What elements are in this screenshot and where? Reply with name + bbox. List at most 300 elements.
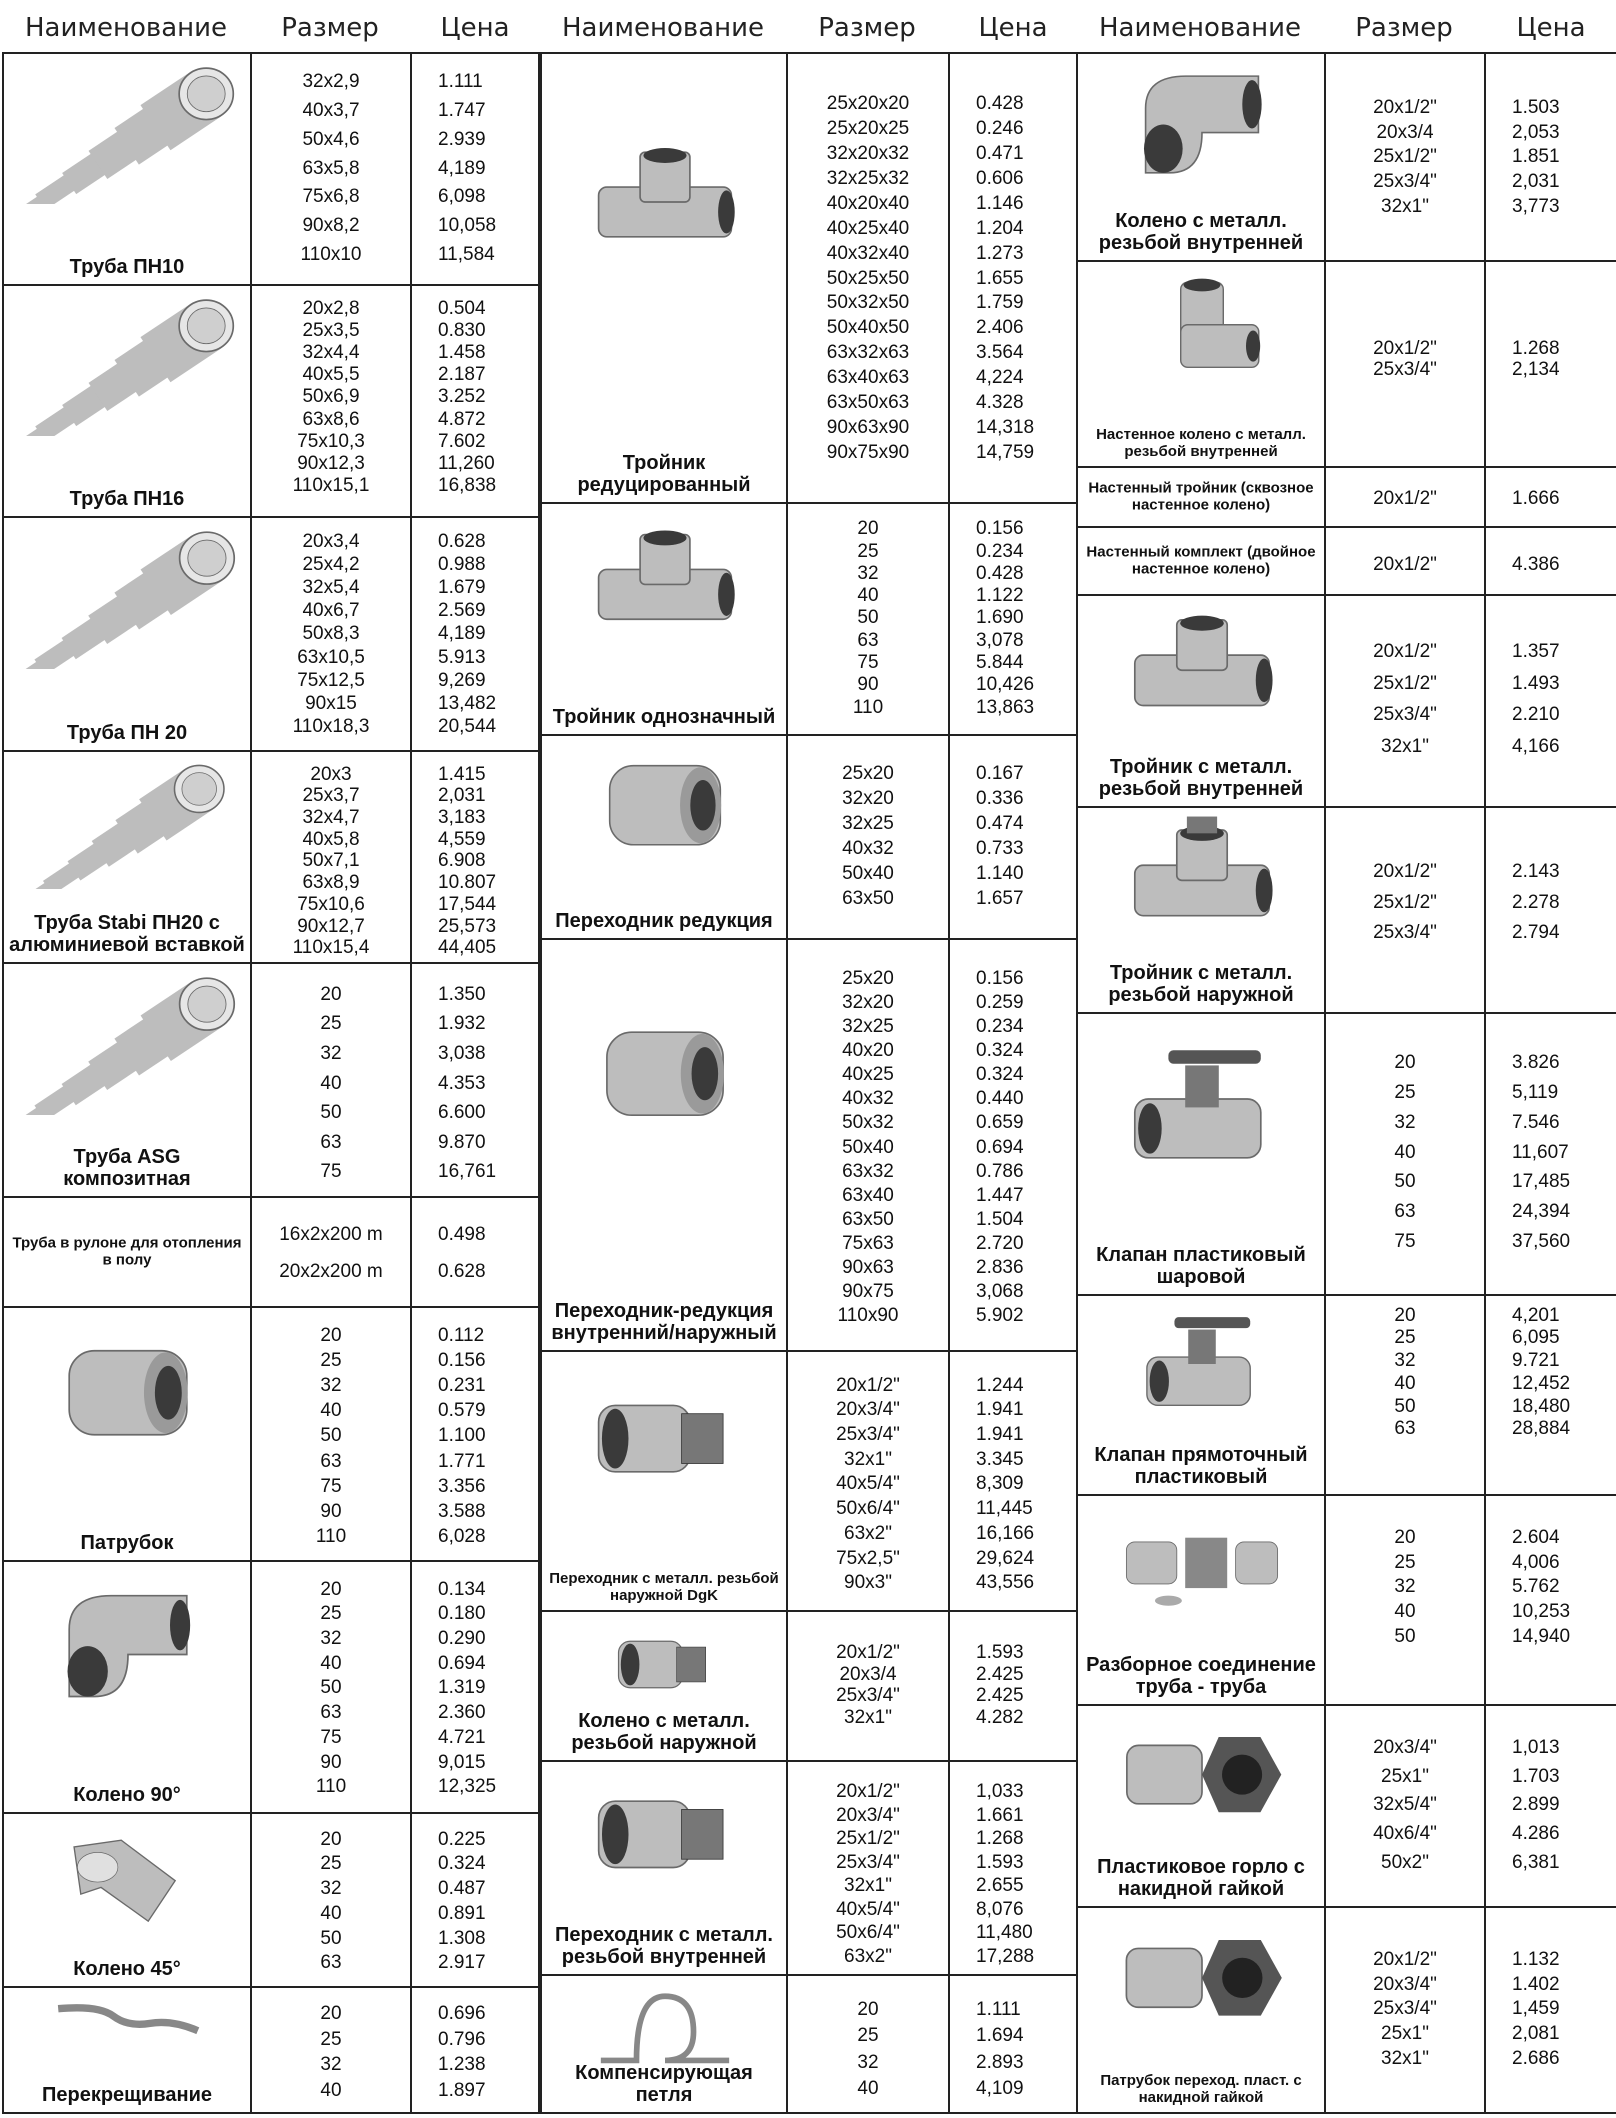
price-value-list bbox=[1486, 1522, 1616, 1652]
price-value-list bbox=[412, 528, 542, 740]
price-value-list bbox=[1486, 1944, 1616, 2074]
column-2 bbox=[540, 4, 1078, 2106]
product-name-cell bbox=[4, 964, 252, 1196]
size-value: 20х1/2" bbox=[1373, 860, 1437, 882]
size-value: 90х15 bbox=[305, 692, 357, 714]
price-value: 1.941 bbox=[976, 1424, 1024, 1446]
price-value: 1.679 bbox=[438, 577, 486, 599]
size-value: 40 bbox=[1394, 1141, 1416, 1163]
size-value: 40 bbox=[320, 1072, 342, 1094]
price-value: 2.425 bbox=[976, 1663, 1024, 1685]
price-value: 0.440 bbox=[976, 1088, 1024, 1110]
price-value: 2.655 bbox=[976, 1875, 1024, 1897]
size-cell bbox=[252, 1198, 412, 1306]
price-cell bbox=[1486, 262, 1616, 466]
product-row bbox=[540, 734, 1078, 940]
price-cell bbox=[412, 1814, 542, 1986]
size-value: 75х63 bbox=[842, 1232, 894, 1254]
price-value: 6,381 bbox=[1512, 1852, 1560, 1874]
price-value: 1.100 bbox=[438, 1425, 486, 1447]
price-value: 14,940 bbox=[1512, 1626, 1571, 1648]
pipes-icon bbox=[8, 970, 242, 1115]
size-value: 20 bbox=[1394, 1304, 1416, 1326]
size-value: 20х1/2" bbox=[1373, 553, 1437, 575]
nut-icon bbox=[1118, 1712, 1286, 1837]
price-value: 0.428 bbox=[976, 562, 1024, 584]
price-cell bbox=[1486, 596, 1616, 806]
price-value: 28,884 bbox=[1512, 1418, 1571, 1440]
size-value: 50х2" bbox=[1381, 1852, 1429, 1874]
size-value: 25 bbox=[320, 2028, 342, 2050]
size-value: 40 bbox=[320, 1400, 342, 1422]
column-header bbox=[2, 4, 540, 52]
tee-icon bbox=[582, 60, 748, 339]
size-value: 90х75х90 bbox=[826, 442, 910, 464]
price-value-list bbox=[1486, 1042, 1616, 1262]
price-cell bbox=[1486, 468, 1616, 526]
size-value: 40 bbox=[320, 1902, 342, 1924]
size-value: 40х25х40 bbox=[826, 217, 910, 239]
product-row bbox=[1076, 1012, 1616, 1296]
size-value: 25 bbox=[320, 1013, 342, 1035]
size-value: 32х4,7 bbox=[302, 807, 360, 829]
product-name: Патрубок bbox=[80, 1532, 174, 1554]
price-value-list bbox=[950, 516, 1080, 720]
size-value-list bbox=[252, 1320, 410, 1552]
size-value: 50х40х50 bbox=[826, 317, 910, 339]
product-name-cell bbox=[1078, 1496, 1326, 1704]
crossover-icon bbox=[44, 1994, 212, 2038]
price-value: 4.328 bbox=[976, 392, 1024, 414]
size-value: 110х10 bbox=[300, 244, 362, 266]
product-name-cell bbox=[542, 1976, 788, 2112]
price-value: 1.415 bbox=[438, 763, 486, 785]
product-name-cell bbox=[4, 1198, 252, 1306]
price-value: 11,607 bbox=[1512, 1141, 1569, 1163]
product-name-cell bbox=[542, 504, 788, 734]
size-value-list bbox=[252, 1208, 410, 1298]
price-value-list bbox=[950, 758, 1080, 914]
size-value: 50х6/4" bbox=[836, 1922, 900, 1944]
price-cell bbox=[1486, 1908, 1616, 2112]
size-value-list bbox=[252, 1998, 410, 2106]
size-value-list bbox=[1326, 92, 1484, 222]
size-value: 20 bbox=[320, 2003, 342, 2025]
price-cell bbox=[950, 1762, 1080, 1974]
size-value: 25 bbox=[857, 2025, 879, 2047]
header-size: Размер bbox=[281, 13, 379, 43]
price-value: 5.902 bbox=[976, 1304, 1024, 1326]
size-cell bbox=[1326, 1908, 1486, 2112]
size-value: 16x2x200 m bbox=[279, 1224, 383, 1246]
size-value: 25х1" bbox=[1381, 2023, 1429, 2045]
price-value-list bbox=[950, 1778, 1080, 1970]
size-value: 110х15,1 bbox=[292, 474, 370, 496]
product-name-cell bbox=[542, 940, 788, 1350]
price-value-list bbox=[950, 1992, 1080, 2106]
price-value: 1.140 bbox=[976, 863, 1024, 884]
price-value: 12,325 bbox=[438, 1776, 497, 1798]
price-value: 0.324 bbox=[976, 1040, 1024, 1062]
size-value: 50х40 bbox=[842, 863, 894, 884]
price-value: 16,838 bbox=[438, 474, 497, 496]
price-value-list bbox=[1486, 92, 1616, 222]
price-value: 1.593 bbox=[976, 1641, 1024, 1663]
product-name-cell bbox=[542, 736, 788, 938]
size-value: 25 bbox=[1394, 1327, 1416, 1349]
product-name-cell bbox=[1078, 1908, 1326, 2112]
price-cell bbox=[412, 964, 542, 1196]
price-value: 10.807 bbox=[438, 872, 497, 894]
size-value-list bbox=[1326, 1522, 1484, 1652]
size-value: 32х4,4 bbox=[302, 342, 360, 364]
price-value-list bbox=[412, 1320, 542, 1552]
price-value: 1.747 bbox=[438, 99, 486, 121]
price-value: 0.606 bbox=[976, 167, 1024, 189]
price-value: 1.458 bbox=[438, 342, 486, 364]
price-value: 2.143 bbox=[1512, 860, 1560, 882]
product-row bbox=[1076, 52, 1616, 262]
price-value: 1.655 bbox=[976, 267, 1024, 289]
price-value: 0.733 bbox=[976, 838, 1024, 859]
size-value: 63х10,5 bbox=[297, 646, 365, 668]
pipes-icon bbox=[8, 758, 242, 889]
product-name: Труба ПН16 bbox=[69, 488, 185, 510]
size-value: 40х32 bbox=[842, 838, 894, 859]
size-value: 25х20х25 bbox=[826, 117, 910, 139]
price-value: 18,480 bbox=[1512, 1395, 1571, 1417]
price-value: 3.345 bbox=[976, 1448, 1024, 1470]
size-value: 90х63 bbox=[842, 1256, 894, 1278]
price-value: 0.504 bbox=[438, 298, 486, 320]
size-value-list bbox=[1326, 1728, 1484, 1882]
header-name: Наименование bbox=[561, 13, 765, 43]
ball-valve-icon bbox=[1118, 1020, 1286, 1195]
price-value: 1,033 bbox=[976, 1781, 1024, 1803]
price-value: 20,544 bbox=[438, 715, 497, 737]
product-name: Труба ASG композитная bbox=[63, 1146, 191, 1190]
product-name: Тройник с металл. резьбой внутренней bbox=[1098, 756, 1304, 800]
price-value: 4,189 bbox=[438, 623, 486, 645]
price-value: 4.282 bbox=[976, 1707, 1024, 1729]
price-value: 1.503 bbox=[1512, 96, 1560, 118]
product-row bbox=[540, 938, 1078, 1352]
price-cell bbox=[1486, 1706, 1616, 1906]
product-row bbox=[2, 1560, 540, 1814]
size-value: 75 bbox=[1394, 1231, 1416, 1253]
size-cell bbox=[788, 736, 950, 938]
product-name: Тройник с металл. резьбой наружной bbox=[1108, 962, 1294, 1006]
price-value: 0.156 bbox=[976, 968, 1024, 990]
price-value: 43,556 bbox=[976, 1572, 1035, 1594]
product-name-cell bbox=[1078, 1706, 1326, 1906]
price-value: 11,480 bbox=[976, 1922, 1033, 1944]
size-value: 63 bbox=[320, 1952, 342, 1974]
price-value: 6.600 bbox=[438, 1102, 486, 1124]
size-value: 32 bbox=[857, 2051, 879, 2073]
size-value: 50х7,1 bbox=[302, 850, 360, 872]
price-value: 3.826 bbox=[1512, 1051, 1560, 1073]
product-name: Тройник редуцированный bbox=[577, 452, 751, 496]
product-name: Переходник редукция bbox=[555, 910, 773, 932]
price-value: 12,452 bbox=[1512, 1372, 1571, 1394]
price-cell bbox=[412, 518, 542, 750]
price-value-list bbox=[412, 1208, 542, 1298]
price-value: 0.324 bbox=[976, 1064, 1024, 1086]
price-value: 2.917 bbox=[438, 1952, 486, 1974]
size-value: 75х6,8 bbox=[302, 186, 360, 208]
price-value: 16,761 bbox=[438, 1161, 497, 1183]
column-3 bbox=[1076, 4, 1616, 2106]
size-value: 25х3/4" bbox=[1373, 704, 1437, 726]
size-value: 20х1/2" bbox=[1373, 337, 1437, 359]
size-value: 32 bbox=[1394, 1576, 1416, 1598]
product-row bbox=[1076, 1704, 1616, 1908]
price-cell bbox=[1486, 1014, 1616, 1294]
price-value: 24,394 bbox=[1512, 1201, 1571, 1223]
size-cell bbox=[252, 964, 412, 1196]
size-value-list bbox=[252, 974, 410, 1192]
price-cell bbox=[412, 1308, 542, 1560]
price-cell bbox=[950, 736, 1080, 938]
size-value: 110 bbox=[852, 696, 884, 718]
price-value: 0.628 bbox=[438, 1260, 486, 1282]
price-value: 1.204 bbox=[976, 217, 1024, 239]
price-value: 2.406 bbox=[976, 317, 1024, 339]
price-value: 7.602 bbox=[438, 430, 486, 452]
price-value: 2.686 bbox=[1512, 2048, 1560, 2070]
price-value-list bbox=[1486, 482, 1616, 514]
reducer-icon bbox=[582, 946, 748, 1201]
product-name-cell bbox=[542, 1612, 788, 1760]
price-value: 1.897 bbox=[438, 2079, 486, 2101]
price-value: 0.234 bbox=[976, 540, 1024, 562]
size-value: 50х4,6 bbox=[302, 128, 360, 150]
price-value: 1.851 bbox=[1512, 146, 1560, 168]
size-value: 20х1/2" bbox=[1373, 487, 1437, 509]
price-value: 1,013 bbox=[1512, 1736, 1560, 1758]
size-value: 20х1/2" bbox=[836, 1781, 900, 1803]
price-cell bbox=[412, 54, 542, 284]
price-value-list bbox=[412, 762, 542, 960]
price-value: 0.696 bbox=[438, 2003, 486, 2025]
price-value: 1.319 bbox=[438, 1677, 486, 1699]
size-value: 50х6/4" bbox=[836, 1498, 900, 1520]
product-row bbox=[2, 750, 540, 964]
size-value-list bbox=[788, 1992, 948, 2106]
size-value: 40х5,8 bbox=[302, 828, 360, 850]
product-name-cell bbox=[4, 518, 252, 750]
price-value: 2.836 bbox=[976, 1256, 1024, 1278]
size-value: 32х25 bbox=[842, 813, 894, 834]
price-value: 1.703 bbox=[1512, 1765, 1560, 1787]
size-value: 50 bbox=[320, 1102, 342, 1124]
price-value: 8,076 bbox=[976, 1898, 1024, 1920]
size-value: 20 bbox=[320, 983, 342, 1005]
size-value: 25х1" bbox=[1381, 1765, 1429, 1787]
price-cell bbox=[412, 1988, 542, 2112]
male-elbow-icon bbox=[582, 1618, 748, 1711]
product-name-cell bbox=[4, 1814, 252, 1986]
product-name: Переходник-редукция внутренний/наружный bbox=[551, 1300, 777, 1344]
price-value: 2.187 bbox=[438, 364, 486, 386]
size-value-list bbox=[1326, 336, 1484, 382]
price-value: 2,081 bbox=[1512, 2023, 1560, 2045]
size-value: 32 bbox=[320, 1628, 342, 1650]
header-name: Наименование bbox=[24, 13, 228, 43]
product-name: Пластиковое горло с накидной гайкой bbox=[1097, 1856, 1305, 1900]
size-value: 20x2x200 m bbox=[279, 1260, 383, 1282]
price-cell bbox=[1486, 808, 1616, 1012]
product-name: Труба в рулоне для отопления в полу bbox=[12, 1234, 242, 1268]
product-row bbox=[1076, 1906, 1616, 2114]
price-value: 11,445 bbox=[976, 1498, 1033, 1520]
price-cell bbox=[950, 1352, 1080, 1610]
size-value: 40х32 bbox=[842, 1088, 894, 1110]
price-cell bbox=[412, 1562, 542, 1812]
price-value: 1.111 bbox=[438, 70, 483, 92]
price-value: 2.899 bbox=[1512, 1794, 1560, 1816]
size-value-list bbox=[252, 528, 410, 740]
size-value: 63х2" bbox=[844, 1945, 892, 1967]
size-value: 32 bbox=[320, 2054, 342, 2076]
price-cell bbox=[950, 940, 1080, 1350]
price-value: 2.425 bbox=[976, 1685, 1024, 1707]
size-value: 75х12,5 bbox=[297, 669, 365, 691]
product-row bbox=[2, 1306, 540, 1562]
size-value-list bbox=[1326, 482, 1484, 514]
size-cell bbox=[252, 54, 412, 284]
size-value: 90х12,7 bbox=[297, 915, 365, 937]
size-cell bbox=[788, 54, 950, 502]
size-cell bbox=[788, 940, 950, 1350]
size-cell bbox=[1326, 1014, 1486, 1294]
size-value: 25х3,7 bbox=[302, 785, 360, 807]
price-value: 17,485 bbox=[1512, 1171, 1571, 1193]
size-cell bbox=[252, 518, 412, 750]
price-value: 13,863 bbox=[976, 696, 1035, 718]
header-price: Цена bbox=[440, 13, 510, 43]
size-value: 32х20х32 bbox=[826, 142, 910, 164]
size-value: 25х1/2" bbox=[836, 1828, 900, 1850]
size-value: 20х1/2" bbox=[1373, 641, 1437, 663]
size-value: 20х1/2" bbox=[836, 1374, 900, 1396]
size-cell bbox=[1326, 262, 1486, 466]
price-value: 0.579 bbox=[438, 1400, 486, 1422]
product-row bbox=[1076, 260, 1616, 468]
price-value: 4.872 bbox=[438, 408, 486, 430]
size-value: 75 bbox=[857, 652, 879, 674]
size-value: 75 bbox=[320, 1161, 342, 1183]
size-value: 63 bbox=[320, 1450, 342, 1472]
size-value: 40х25 bbox=[842, 1064, 894, 1086]
size-value: 20 bbox=[857, 518, 879, 540]
price-value: 4,166 bbox=[1512, 735, 1560, 757]
product-name: Клапан пластиковый шаровой bbox=[1096, 1244, 1306, 1288]
size-value: 25 bbox=[1394, 1081, 1416, 1103]
price-cell bbox=[950, 54, 1080, 502]
size-value: 75х10,6 bbox=[297, 893, 365, 915]
size-cell bbox=[788, 1352, 950, 1610]
size-value: 40х5,5 bbox=[302, 364, 360, 386]
price-value: 4,109 bbox=[976, 2078, 1024, 2100]
price-value: 1.771 bbox=[438, 1450, 486, 1472]
price-value-list bbox=[412, 974, 542, 1192]
size-value: 50 bbox=[1394, 1171, 1416, 1193]
size-value: 25х3/4" bbox=[1373, 171, 1437, 193]
price-value-list bbox=[950, 88, 1080, 468]
price-value: 9.721 bbox=[1512, 1350, 1560, 1372]
price-value: 9,015 bbox=[438, 1751, 486, 1773]
size-value: 25 bbox=[1394, 1551, 1416, 1573]
product-name: Колено с металл. резьбой наружной bbox=[571, 1710, 757, 1754]
price-cell bbox=[950, 1612, 1080, 1760]
size-cell bbox=[1326, 54, 1486, 260]
product-row bbox=[2, 52, 540, 286]
price-value: 9,269 bbox=[438, 669, 486, 691]
size-value: 63х32 bbox=[842, 1160, 894, 1182]
size-value: 63х2" bbox=[844, 1522, 892, 1544]
size-value: 90 bbox=[320, 1751, 342, 1773]
price-value: 3.564 bbox=[976, 342, 1024, 364]
product-row bbox=[540, 1610, 1078, 1762]
price-value: 4,559 bbox=[438, 828, 486, 850]
column-header bbox=[540, 4, 1078, 52]
product-name-cell bbox=[1078, 54, 1326, 260]
size-cell bbox=[1326, 1296, 1486, 1494]
size-value-list bbox=[252, 762, 410, 960]
price-value: 0.246 bbox=[976, 117, 1024, 139]
size-value-list bbox=[1326, 1944, 1484, 2074]
price-value: 29,624 bbox=[976, 1547, 1035, 1569]
size-value: 25х20х20 bbox=[826, 92, 910, 114]
size-cell bbox=[252, 1562, 412, 1812]
price-value: 1.146 bbox=[976, 192, 1024, 214]
size-value: 63х8,6 bbox=[302, 408, 360, 430]
size-value: 40х6,7 bbox=[302, 600, 360, 622]
product-name-cell bbox=[4, 1562, 252, 1812]
price-value: 2,031 bbox=[438, 785, 486, 807]
product-name: Перекрещивание bbox=[41, 2084, 212, 2106]
size-cell bbox=[788, 504, 950, 734]
price-value: 4,201 bbox=[1512, 1304, 1560, 1326]
size-value: 20х3/4" bbox=[1373, 1973, 1437, 1995]
product-row bbox=[2, 284, 540, 518]
size-value: 32 bbox=[320, 1375, 342, 1397]
product-name: Разборное соединение труба - труба bbox=[1086, 1654, 1316, 1698]
size-value-list bbox=[788, 1370, 948, 1598]
pipes-icon bbox=[8, 524, 242, 669]
price-value: 13,482 bbox=[438, 692, 497, 714]
price-value-list bbox=[1486, 336, 1616, 382]
price-value: 0.471 bbox=[976, 142, 1024, 164]
header-price: Цена bbox=[978, 13, 1048, 43]
price-value: 10,253 bbox=[1512, 1601, 1571, 1623]
size-value: 40 bbox=[1394, 1372, 1416, 1394]
price-value: 1.273 bbox=[976, 242, 1024, 264]
size-value: 32 bbox=[1394, 1350, 1416, 1372]
size-cell bbox=[788, 1612, 950, 1760]
male-adapter-icon bbox=[582, 1358, 748, 1519]
price-value: 14,759 bbox=[976, 442, 1035, 464]
product-row bbox=[1076, 594, 1616, 808]
size-value-list bbox=[788, 1640, 948, 1730]
price-value: 0.112 bbox=[438, 1325, 485, 1347]
globe-valve-icon bbox=[1118, 1302, 1286, 1426]
size-value: 32 bbox=[857, 562, 879, 584]
tee-icon bbox=[582, 510, 748, 654]
size-cell bbox=[252, 1814, 412, 1986]
